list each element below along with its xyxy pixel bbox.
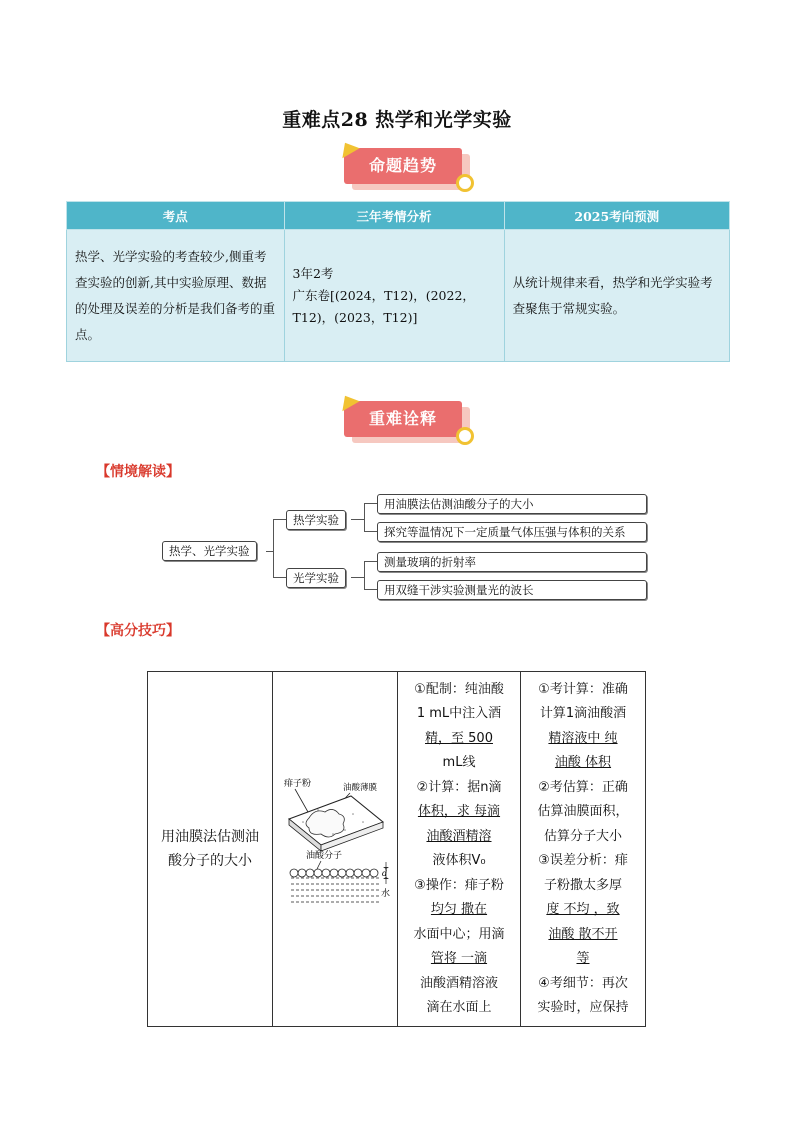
water-label: 水 [381, 889, 391, 899]
trend-table [66, 201, 730, 362]
section-situation: 【情境解读】 [96, 464, 180, 480]
film-label: 油酸薄膜 [343, 783, 378, 793]
exam-line: ③误差分析：痱 [538, 853, 628, 868]
trend-banner-label: 命题趋势 [344, 148, 462, 184]
ring-icon [456, 427, 474, 445]
exam-line: 度 不均 ，致 [546, 902, 620, 917]
tips-steps-cell [398, 672, 521, 1027]
trend-banner [344, 148, 468, 188]
tips-exam-cell [521, 672, 646, 1027]
exam-line: 等 [576, 951, 590, 966]
analysis-detail: 广东卷[(2024，T12)，(2022，T12)，(2023，T12)] [292, 287, 475, 325]
step-line: ①配制：纯油酸 [414, 681, 504, 697]
analysis-count: 3年2考 [292, 265, 334, 281]
leaf-refraction: 测量玻璃的折射率 [377, 552, 647, 572]
section-skills: 【高分技巧】 [96, 623, 180, 639]
page-title: 重难点28 热学和光学实验 [282, 109, 512, 131]
leaf-gas-law: 探究等温情况下一定质量气体压强与体积的关系 [377, 522, 647, 542]
exam-line: 油酸 体积 [554, 755, 612, 770]
step-line: 液体积V₀ [432, 853, 486, 868]
leaf-oil-film: 用油膜法估测油酸分子的大小 [377, 494, 647, 514]
exam-line: ②考估算：正确 [538, 779, 628, 795]
step-line: 油酸酒精溶 [426, 828, 492, 844]
step-line: 1 mL中注入酒 [416, 706, 502, 721]
header-point: 考点 [67, 202, 285, 230]
step-line: 水面中心；用滴 [413, 926, 505, 942]
exam-line: 计算1滴油酸酒 [539, 706, 627, 721]
tips-steps [398, 676, 520, 1023]
tips-exam-points [521, 676, 645, 1023]
exam-line: ④考细节：再次 [538, 975, 628, 991]
step-line: 精，至 500 [425, 730, 493, 746]
cell-prediction: 从统计规律来看，热学和光学实验考查聚焦于常规实验。 [504, 230, 729, 362]
step-line: 滴在水面上 [426, 1000, 492, 1015]
exam-line: 子粉撒太多厚 [543, 877, 622, 893]
cell-point: 热学、光学实验的考查较少,侧重考查实验的创新,其中实验原理、数据的处理及误差的分析是我们备考的重点。 [67, 230, 285, 362]
branch-optical: 光学实验 [286, 568, 346, 588]
mindmap-root: 热学、光学实验 [162, 541, 257, 561]
step-line: 管将 一滴 [430, 951, 488, 966]
exam-line: ①考计算：准确 [538, 681, 628, 697]
header-analysis: 三年考情分析 [284, 202, 504, 230]
step-line: ③操作：痱子粉 [414, 877, 504, 893]
cell-analysis [284, 230, 504, 362]
tips-topic-cell [148, 672, 273, 1027]
d-label: d [382, 869, 388, 878]
tips-topic: 用油膜法估测油酸分子的大小 [161, 829, 259, 869]
tips-figure-cell [273, 672, 398, 1027]
leaf-double-slit: 用双缝干涉实验测量光的波长 [377, 580, 647, 600]
header-prediction: 2025考向预测 [504, 202, 729, 230]
step-line: 均匀 撒在 [430, 902, 488, 917]
ring-icon [456, 174, 474, 192]
step-line: 油酸酒精溶液 [419, 975, 498, 991]
step-line: mL线 [442, 755, 476, 770]
step-line: ②计算：据n滴 [416, 779, 502, 795]
exam-line: 估算油膜面积， [537, 804, 629, 819]
step-line: 体积，求 每滴 [417, 804, 501, 819]
explain-banner [344, 401, 468, 441]
exam-line: 油酸 散不开 [548, 926, 618, 942]
branch-thermal: 热学实验 [286, 510, 346, 530]
explain-banner-label: 重难诠释 [344, 401, 462, 437]
tips-table [147, 671, 646, 1027]
powder-label: 痱子粉 [284, 779, 312, 789]
exam-line: 估算分子大小 [543, 828, 622, 844]
oil-film-diagram [273, 672, 397, 1022]
exam-line: 精溶液中 纯 [548, 730, 618, 746]
exam-line: 实验时，应保持 [537, 1000, 629, 1015]
molecule-label: 油酸分子 [306, 851, 343, 861]
